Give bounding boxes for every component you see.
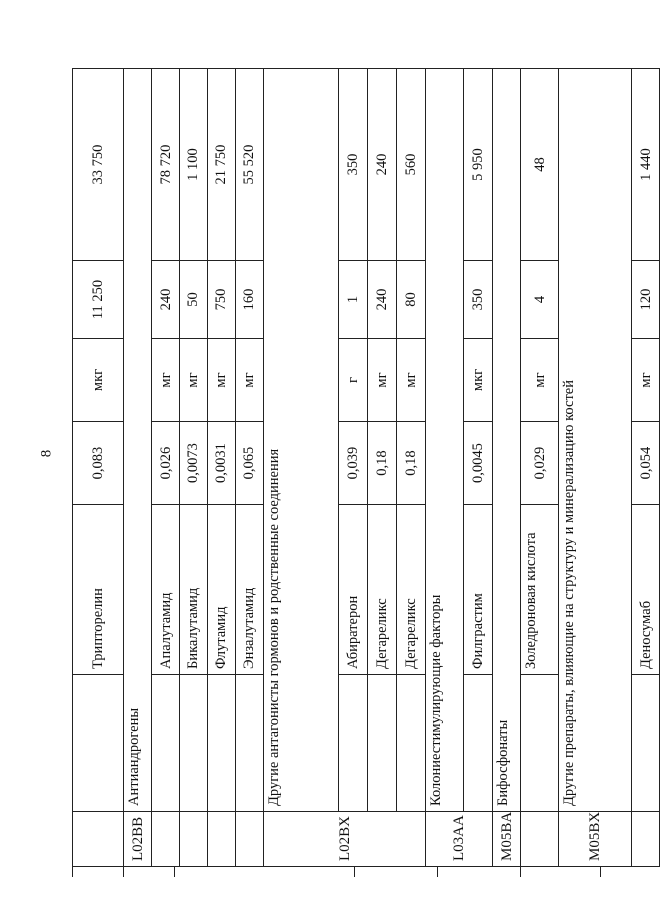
- cell-dose: 750: [207, 261, 235, 339]
- cell-unit: г: [339, 339, 368, 422]
- cell-value: 0,039: [339, 422, 368, 505]
- cell-drug: Трипторелин: [73, 505, 124, 675]
- table-row: [464, 69, 493, 867]
- cell-dose: 240: [152, 261, 180, 339]
- cell-total: 350: [339, 69, 368, 261]
- cell-total: 5 950: [464, 69, 493, 261]
- cell-drug: Золедроновая кислота: [520, 505, 558, 675]
- cell-value: 0,054: [632, 422, 660, 505]
- cell-value: 0,18: [396, 422, 425, 505]
- table-row: [520, 69, 558, 867]
- cell-code: [179, 812, 207, 867]
- table-row: [152, 69, 180, 867]
- cell-group: [207, 675, 235, 812]
- table-continuation-line: [600, 867, 601, 877]
- cell-value: 0,083: [73, 422, 124, 505]
- cell-dose: 50: [179, 261, 207, 339]
- cell-drug: Филграстим: [464, 505, 493, 675]
- cell-drug: Деносумаб: [632, 505, 660, 675]
- cell-dose: 120: [632, 261, 660, 339]
- cell-value: 0,0045: [464, 422, 493, 505]
- table-row: [235, 69, 264, 867]
- cell-group: Другие препараты, влияющие на структуру и минерализацию костей: [559, 69, 632, 812]
- table-row: [632, 69, 660, 867]
- table-row: [396, 69, 425, 867]
- cell-dose: 160: [235, 261, 264, 339]
- cell-group: Другие антагонисты гормонов и родственные соединения: [264, 69, 339, 812]
- table-row: [339, 69, 368, 867]
- cell-group: [396, 675, 425, 812]
- cell-drug: Дегареликс: [396, 505, 425, 675]
- cell-group: Колониестимулирующие факторы: [425, 69, 463, 812]
- table-continuation-line: [354, 867, 355, 877]
- page-number: 8: [38, 449, 55, 458]
- cell-unit: мг: [396, 339, 425, 422]
- cell-unit: мкг: [73, 339, 124, 422]
- cell-unit: мг: [235, 339, 264, 422]
- cell-code: M05BX: [559, 812, 632, 867]
- cell-unit: мг: [179, 339, 207, 422]
- cell-group: [368, 675, 397, 812]
- table-continuation-line: [437, 867, 438, 877]
- cell-group: [632, 675, 660, 812]
- cell-code: L03AA: [425, 812, 492, 867]
- cell-unit: мг: [632, 339, 660, 422]
- cell-drug: Энзалутамид: [235, 505, 264, 675]
- cell-unit: мг: [207, 339, 235, 422]
- cell-drug: Апалутамид: [152, 505, 180, 675]
- cell-total: 21 750: [207, 69, 235, 261]
- table-row: [179, 69, 207, 867]
- table-row: [559, 69, 632, 867]
- table-continuation-line: [123, 867, 124, 877]
- cell-drug: Флутамид: [207, 505, 235, 675]
- cell-group: Бифосфонаты: [493, 69, 521, 812]
- cell-group: [179, 675, 207, 812]
- cell-value: 0,18: [368, 422, 397, 505]
- cell-drug: Абиратерон: [339, 505, 368, 675]
- cell-unit: мг: [368, 339, 397, 422]
- cell-dose: 11 250: [73, 261, 124, 339]
- cell-group: [73, 675, 124, 812]
- cell-total: 55 520: [235, 69, 264, 261]
- table-row: [493, 69, 521, 867]
- cell-code: [235, 812, 264, 867]
- cell-unit: мг: [152, 339, 180, 422]
- cell-group: [520, 675, 558, 812]
- cell-code: M05BA: [493, 812, 521, 867]
- cell-group: [339, 675, 368, 812]
- cell-value: 0,026: [152, 422, 180, 505]
- table-row: [73, 69, 124, 867]
- cell-value: 0,065: [235, 422, 264, 505]
- cell-total: 78 720: [152, 69, 180, 261]
- table-row: [368, 69, 397, 867]
- table-row: [425, 69, 463, 867]
- table-continuation-line: [174, 867, 175, 877]
- table-continuation-line: [72, 867, 73, 877]
- cell-dose: 240: [368, 261, 397, 339]
- cell-group: [152, 675, 180, 812]
- drug-table: [72, 68, 660, 867]
- cell-code: [520, 812, 558, 867]
- table-row: [264, 69, 339, 867]
- cell-total: 48: [520, 69, 558, 261]
- cell-total: 240: [368, 69, 397, 261]
- cell-code: L02BX: [264, 812, 425, 867]
- rotated-table-container: [72, 69, 660, 867]
- table-row: [124, 69, 152, 867]
- cell-unit: мкг: [464, 339, 493, 422]
- cell-code: [152, 812, 180, 867]
- cell-dose: 350: [464, 261, 493, 339]
- cell-value: 0,0073: [179, 422, 207, 505]
- table-row: [207, 69, 235, 867]
- cell-total: 560: [396, 69, 425, 261]
- cell-drug: Дегареликс: [368, 505, 397, 675]
- cell-group: Антиандрогены: [124, 69, 152, 812]
- cell-total: 1 440: [632, 69, 660, 261]
- cell-group: [235, 675, 264, 812]
- table-continuation-line: [520, 867, 521, 877]
- cell-unit: мг: [520, 339, 558, 422]
- cell-total: 1 100: [179, 69, 207, 261]
- cell-code: [73, 812, 124, 867]
- cell-value: 0,029: [520, 422, 558, 505]
- cell-dose: 1: [339, 261, 368, 339]
- cell-code: [632, 812, 660, 867]
- cell-value: 0,0031: [207, 422, 235, 505]
- cell-group: [464, 675, 493, 812]
- cell-dose: 80: [396, 261, 425, 339]
- cell-code: [207, 812, 235, 867]
- cell-dose: 4: [520, 261, 558, 339]
- cell-drug: Бикалутамид: [179, 505, 207, 675]
- cell-total: 33 750: [73, 69, 124, 261]
- cell-code: L02BB: [124, 812, 152, 867]
